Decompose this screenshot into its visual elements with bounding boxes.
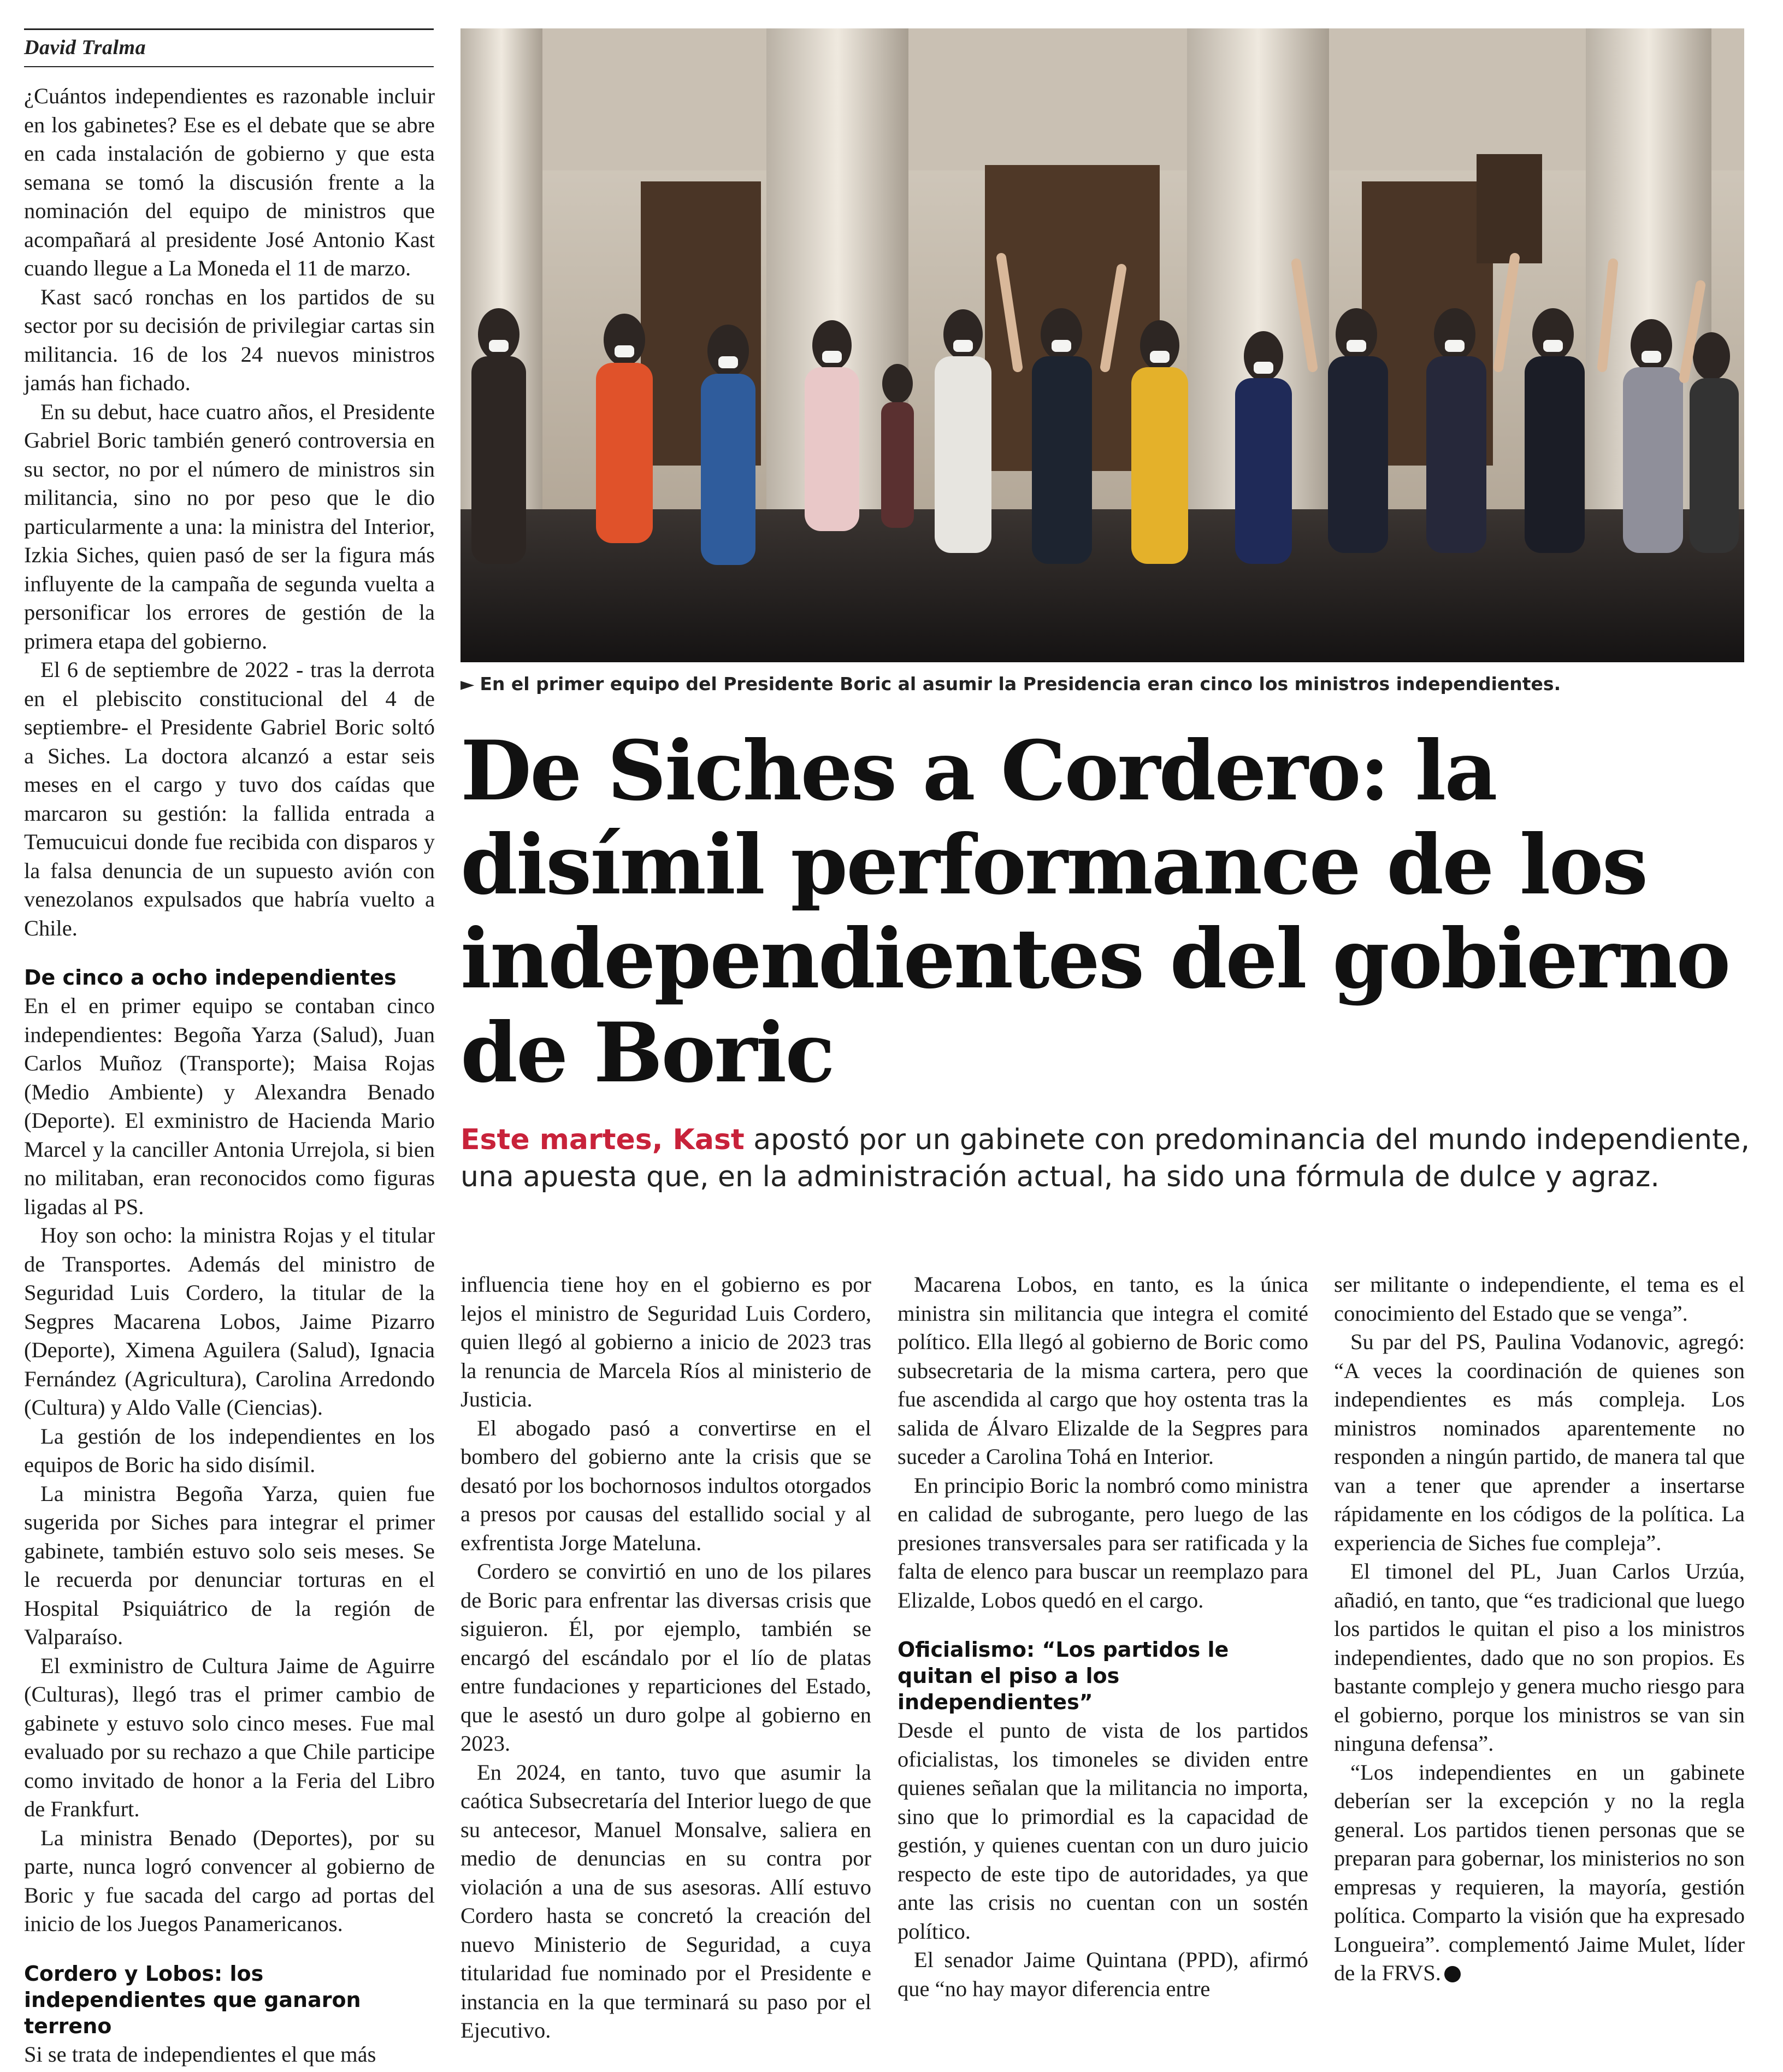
paragraph: ser militante o independiente, el tema es el conocimiento del Estado que se venga”. — [1334, 1272, 1745, 1326]
paragraph: La ministra Benado (Deportes), por su parte, nunca logró convencer al gobierno de Boric y fue sacada del cargo ad portas del inicio de los Juegos Panamericanos. — [24, 1825, 435, 1936]
paragraph: Cordero se convirtió en uno de los pilares de Boric para enfrentar las diversas crisis que siguieron. Él, por ejemplo, también se encargó del escándalo por el lío de platas entre fundaciones y reparticiones del Estado, que le asestó un duro golpe al gobierno en 2023. — [460, 1559, 871, 1756]
paragraph: Hoy son ocho: la ministra Rojas y el titular de Transportes. Además del ministro de Seguridad Luis Cordero, la titular de la Segpres Macarena Lobos, Jaime Pizarro (Deporte), Ximena Aguilera (Salud), Ignacia Fernández (Agricultura), Carolina Arredondo (Cultura) y Aldo Valle (Ciencias). — [24, 1223, 435, 1420]
subheading: De cinco a ocho independientes — [24, 966, 397, 990]
subheading: Cordero y Lobos: los independientes que ganaron terreno — [24, 1961, 361, 2038]
paragraph: Si se trata de independientes el que más — [24, 2041, 376, 2067]
paragraph: ¿Cuántos independientes es razonable incluir en los gabinetes? Ese es el debate que se abre en cada instalación de gobierno y que esta semana se tomó la discusión frente a la nominación del equipo de ministros que acompañará al presidente José Antonio Kast cuando llegue a La Moneda el 11 de marzo. — [24, 84, 435, 280]
paragraph: El senador Jaime Quintana (PPD), afirmó que “no hay mayor diferencia entre — [898, 1947, 1308, 2001]
paragraph: En 2024, en tanto, tuvo que asumir la caótica Subsecretaría del Interior luego de que su antecesor, Manuel Monsalve, saliera en medio de denuncias en su contra por violación a una de sus asesoras. Allí estuvo Cordero hasta se concretó la creación del nuevo Ministerio de Seguridad, a cuya titularidad fue nominado por el Presidente e instancia en la que terminará su paso por el Ejecutivo. — [460, 1759, 871, 2042]
paragraph: influencia tiene hoy en el gobierno es por lejos el ministro de Seguridad Luis Cordero, quien llegó al gobierno a inicio de 2023 tras la renuncia de Marcela Ríos al ministerio de Justicia. — [460, 1272, 871, 1411]
headline: De Siches a Cordero: la disímil performance de los independientes del gobierno de Boric — [460, 723, 1729, 1101]
photo-caption — [460, 673, 1744, 694]
paragraph: La ministra Begoña Yarza, quien fue sugerida por Siches para integrar el primer gabinete, también estuvo solo seis meses. Se le recuerda por denunciar torturas en el Hospital Psiquiátrico de la región de Valparaíso. — [24, 1481, 435, 1649]
paragraph: El timonel del PL, Juan Carlos Urzúa, añadió, en tanto, que “es tradicional que luego los partidos le quitan el piso a los ministros independientes, dado que no son propios. Es bastante complejo y genera mucho riesgo para el gobierno, porque los ministros se van sin ninguna defensa”. — [1334, 1559, 1745, 1756]
deck-text: apostó por un gabinete con predominancia del mundo independiente, una apuesta que, en la administración actual, ha sido una fórmula de dulce y agraz. — [460, 1123, 1750, 1193]
deck-lead: Este martes, Kast — [460, 1123, 745, 1156]
subheading: Oficialismo: “Los partidos le quitan el piso a los independientes” — [898, 1638, 1229, 1714]
cabinet-group-photo — [460, 28, 1744, 662]
paragraph — [1334, 1758, 1745, 1988]
paragraph: Macarena Lobos, en tanto, es la única ministra sin militancia que integra el comité político. Ella llegó al gobierno de Boric como subsecretaria de la misma cartera, pero que fue ascendida al cargo que hoy ostenta tras la salida de Álvaro Elizalde de la Segpres para suceder a Carolina Tohá en Interior. — [898, 1272, 1308, 1469]
paragraph: Desde el punto de vista de los partidos oficialistas, los timoneles se dividen entre quienes señalan que la militancia no importa, sino que lo primordial es la capacidad de gestión, y quienes cuentan con un duro juicio respecto de este tipo de autoridades, ya que ante las crisis no cuentan con un sostén político. — [898, 1718, 1308, 1944]
paragraph: En su debut, hace cuatro años, el Presidente Gabriel Boric también generó controversia en su sector, no por el número de ministros sin militancia, sino no por peso que le dio particularmente a una: la ministra del Interior, Izkia Siches, quien pasó de ser la figura más influyente de la campaña de segunda vuelta a personificar los errores de gestión de la primera etapa del gobierno. — [24, 399, 435, 654]
article-column-3 — [898, 1270, 1308, 2003]
byline-box — [24, 28, 434, 67]
article-column-1 — [24, 82, 435, 2069]
paragraph: El 6 de septiembre de 2022 - tras la derrota en el plebiscito constitucional del 4 de septiembre- el Presidente Gabriel Boric soltó a Siches. La doctora alcanzó a estar seis meses en el cargo y tuvo dos caídas que marcaron su gestión: la fallida entrada a Temucuicui donde fue recibida con disparos y la falsa denuncia de un supuesto avión con venezolanos expulsados que habría vuelto a Chile. — [24, 657, 435, 940]
end-mark-icon — [1444, 1966, 1461, 1982]
caption-arrow-icon: ► — [460, 673, 475, 694]
paragraph: El abogado pasó a convertirse en el bombero del gobierno ante la crisis que se desató por los bochornosos indultos otorgados a presos por causas del estallido social y al exfrentista Jorge Mateluna. — [460, 1415, 871, 1555]
article-column-4 — [1334, 1270, 1745, 1988]
paragraph-text: “Los independientes en un gabinete deberían ser la excepción y no la regla general. Los partidos tienen personas que se preparan para gobernar, los ministerios no son empresas y requieren, la mayoría, gestión política. Comparto la visión que ha expresado Longueira”. complementó Jaime Mulet, líder de la FRVS. — [1334, 1759, 1745, 1985]
article-column-2 — [460, 1270, 871, 2045]
paragraph: Kast sacó ronchas en los partidos de su sector por su decisión de privilegiar cartas sin militancia. 16 de los 24 nuevos ministros jamás han fichado. — [24, 284, 435, 395]
paragraph: Su par del PS, Paulina Vodanovic, agregó: “A veces la coordinación de quienes son independientes es más compleja. Los ministros nominados aparentemente no responden a ningún partido, de manera tal que van a tener que aprender a insertarse rápidamente en los códigos de la política. La experiencia de Siches fue compleja”. — [1334, 1329, 1745, 1555]
paragraph: La gestión de los independientes en los equipos de Boric ha sido disímil. — [24, 1423, 435, 1477]
deck — [460, 1121, 1750, 1196]
paragraph: El exministro de Cultura Jaime de Aguirre (Culturas), llegó tras el primer cambio de gabinete y estuvo solo cinco meses. Fue mal evaluado por su rechazo a que Chile participe como invitado de honor a la Feria del Libro de Frankfurt. — [24, 1653, 435, 1821]
paragraph: En el en primer equipo se contaban cinco independientes: Begoña Yarza (Salud), Juan Carlos Muñoz (Transporte); Maisa Rojas (Medio Ambiente) y Alexandra Benado (Deporte). El exministro de Hacienda Mario Marcel y la canciller Antonia Urrejola, si bien no militaban, eran reconocidos como figuras ligadas al PS. — [24, 993, 435, 1219]
caption-text: En el primer equipo del Presidente Boric al asumir la Presidencia eran cinco los ministros independientes. — [480, 673, 1561, 694]
paragraph: En principio Boric la nombró como ministra en calidad de subrogante, pero luego de las presiones transversales para ser ratificada y la falta de elenco para buscar un reemplazo para Elizalde, Lobos quedó en el cargo. — [898, 1473, 1308, 1612]
byline: David Tralma — [24, 36, 146, 59]
